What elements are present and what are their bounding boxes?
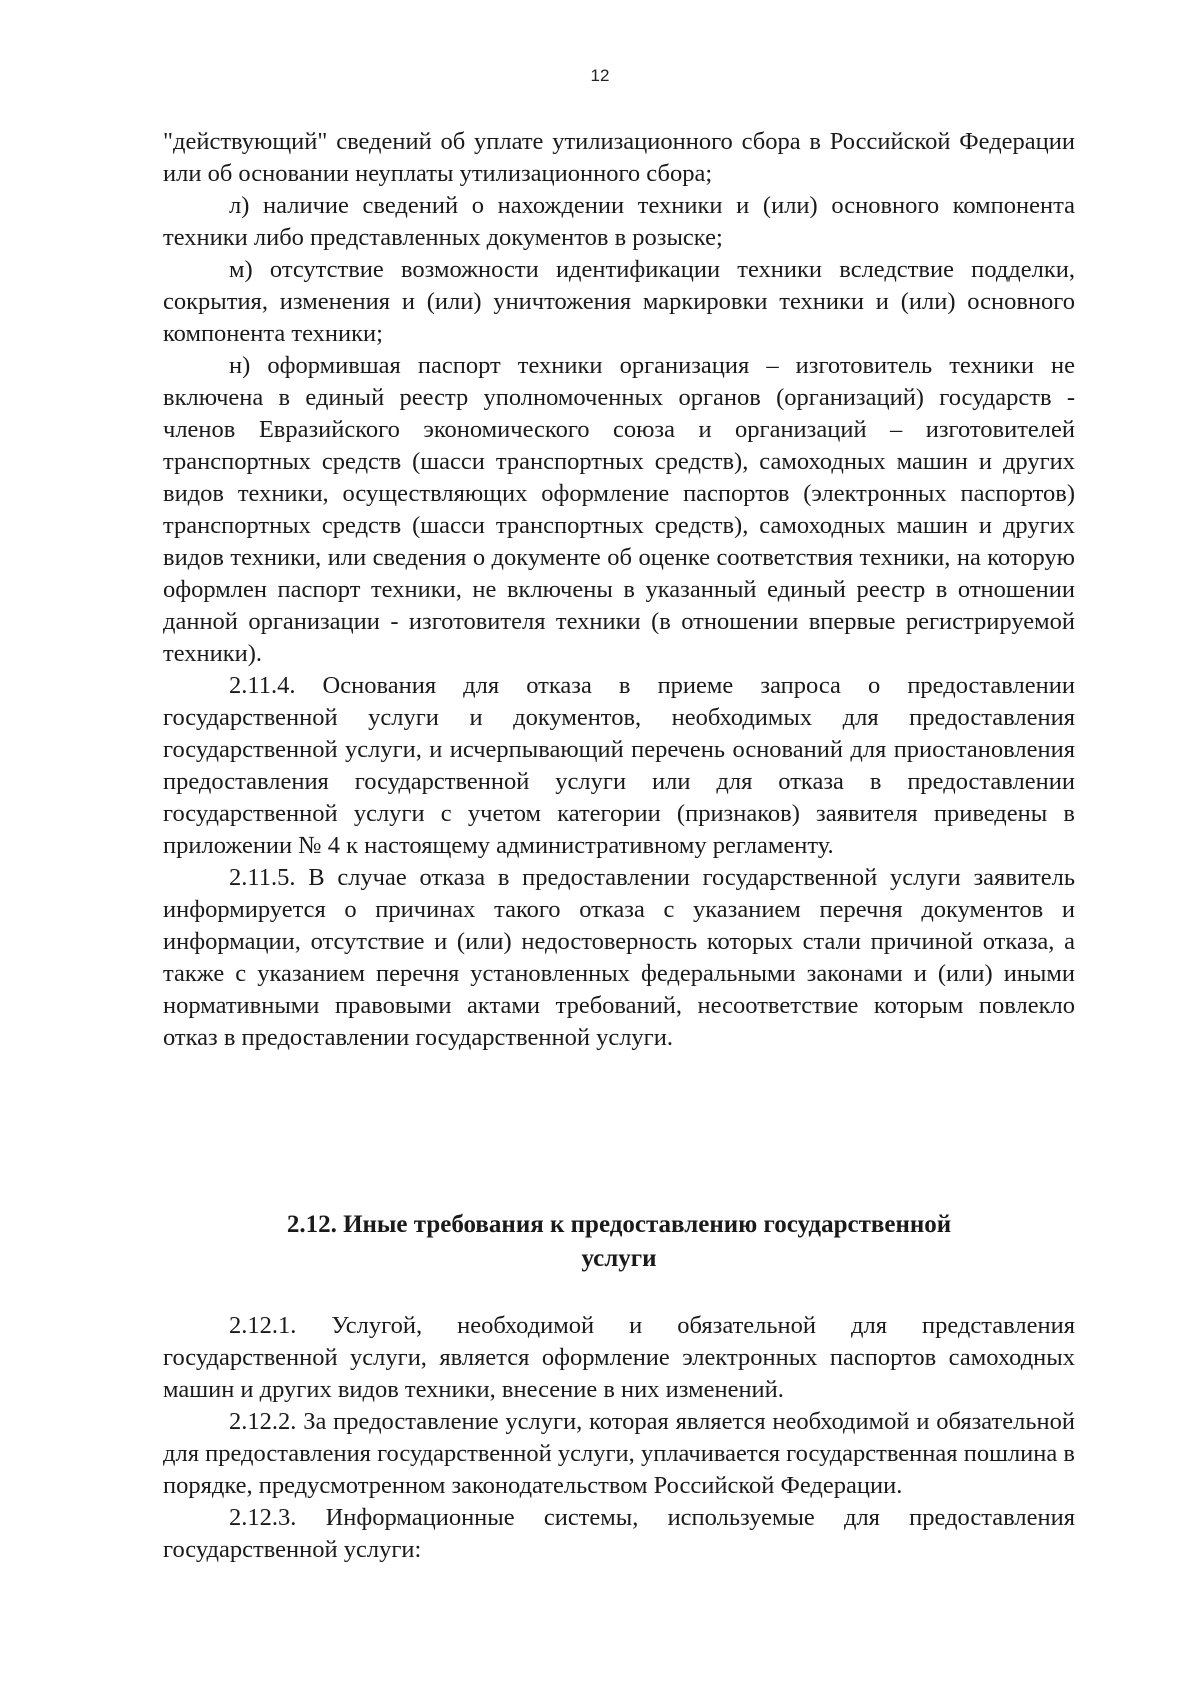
body-text-part2: [163, 1310, 1075, 1566]
paragraph-item-n: н) оформившая паспорт техники организация – изготовитель техники не включена в единый реестр уполномоченных органов (организаций) государств - членов Евразийского экономического союза и организаций – изготовителей транспортных средств (шасси транспортных средств), самоходных машин и других видов техники, осуществляющих оформление паспортов (электронных паспортов) транспортных средств (шасси транспортных средств), самоходных машин и других видов техники, или сведения о документе об оценке соответствия техники, на которую оформлен паспорт техники, не включены в указанный единый реестр в отношении данной организации - изготовителя техники (в отношении впервые регистрируемой техники).: [163, 352, 1075, 667]
section-heading-line2: услуги: [581, 1245, 657, 1272]
page-number: 12: [590, 66, 610, 85]
paragraph-2-12-1: 2.12.1. Услугой, необходимой и обязательной для представления государственной услуги, является оформление электронных паспортов самоходных машин и других видов техники, внесение в них изменений.: [163, 1312, 1075, 1403]
section-heading-line1: 2.12. Иные требования к предоставлению государственной: [286, 1211, 952, 1238]
paragraph-item-m: м) отсутствие возможности идентификации техники вследствие подделки, сокрытия, изменения и (или) уничтожения маркировки техники и (или) основного компонента техники;: [163, 256, 1075, 347]
section-heading-2-12: [163, 1208, 1075, 1276]
paragraph-2-11-5: 2.11.5. В случае отказа в предоставлении государственной услуги заявитель информируется о причинах такого отказа с указанием перечня документов и информации, отсутствие и (или) недостоверность которых стали причиной отказа, а также с указанием перечня установленных федеральными законами и (или) иными нормативными правовыми актами требований, несоответствие которым повлекло отказ в предоставлении государственной услуги.: [163, 864, 1075, 1051]
paragraph-2-11-4: 2.11.4. Основания для отказа в приеме запроса о предоставлении государственной услуги и документов, необходимых для предоставления государственной услуги, и исчерпывающий перечень оснований для приостановления предоставления государственной услуги или для отказа в предоставлении государственной услуги с учетом категории (признаков) заявителя приведены в приложении № 4 к настоящему административному регламенту.: [163, 672, 1075, 859]
paragraph-2-12-2: 2.12.2. За предоставление услуги, которая является необходимой и обязательной для предоставления государственной услуги, уплачивается государственная пошлина в порядке, предусмотренном законодательством Российской Федерации.: [163, 1408, 1075, 1499]
paragraph-2-12-3: 2.12.3. Информационные системы, используемые для предоставления государственной услуги:: [163, 1504, 1075, 1563]
body-text-part1: [163, 126, 1075, 1054]
paragraph-item-l: л) наличие сведений о нахождении техники и (или) основного компонента техники либо представленных документов в розыске;: [163, 192, 1075, 251]
paragraph-continuation: "действующий" сведений об уплате утилизационного сбора в Российской Федерации или об основании неуплаты утилизационного сбора;: [163, 128, 1075, 187]
